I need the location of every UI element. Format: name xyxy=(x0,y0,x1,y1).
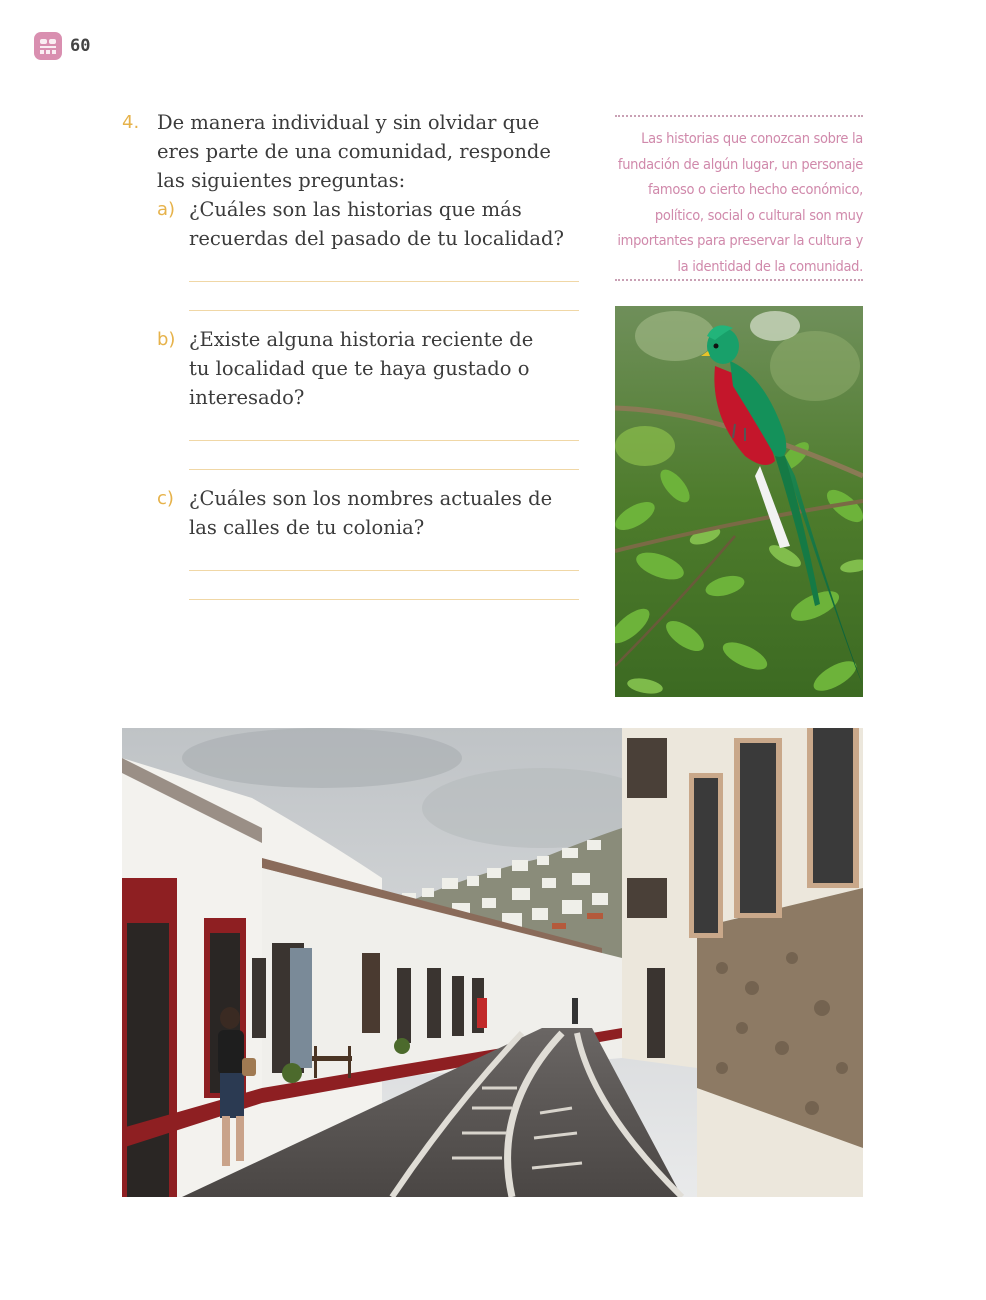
prompt-line: eres parte de una comunidad, responde xyxy=(157,140,551,163)
answer-area-a[interactable] xyxy=(189,253,579,311)
question-letter: a) xyxy=(157,199,176,220)
question-line: las calles de tu colonia? xyxy=(189,516,425,539)
sidenote-line: importantes para preservar la cultura y xyxy=(617,233,863,249)
question-line: recuerdas del pasado de tu localidad? xyxy=(189,227,564,250)
page-number: 60 xyxy=(70,36,91,56)
sidenote xyxy=(615,115,863,281)
answer-line[interactable] xyxy=(189,542,579,571)
question-line: tu localidad que te haya gustado o xyxy=(189,357,530,380)
answer-line[interactable] xyxy=(189,441,579,470)
question-line: ¿Cuáles son las historias que más xyxy=(189,198,522,221)
question-line: interesado? xyxy=(189,386,305,409)
question-a xyxy=(157,195,592,311)
question-b xyxy=(157,325,592,470)
book-logo-icon xyxy=(34,32,62,60)
answer-area-c[interactable] xyxy=(189,542,579,600)
answer-area-b[interactable] xyxy=(189,412,579,470)
activity-block xyxy=(122,108,592,600)
question-line: ¿Existe alguna historia reciente de xyxy=(189,328,534,351)
sidenote-line: fundación de algún lugar, un personaje xyxy=(617,156,863,173)
street-photo xyxy=(122,728,863,1197)
activity-prompt xyxy=(157,108,577,195)
activity-number: 4. xyxy=(122,112,140,133)
question-text xyxy=(189,484,579,542)
question-letter: b) xyxy=(157,329,176,350)
page-header xyxy=(34,32,90,60)
prompt-line: las siguientes preguntas: xyxy=(157,169,406,192)
question-letter: c) xyxy=(157,488,174,509)
answer-line[interactable] xyxy=(189,282,579,311)
question-line: ¿Cuáles son los nombres actuales de xyxy=(189,487,553,510)
sidenote-line: político, social o cultural son muy xyxy=(654,207,863,224)
question-text xyxy=(189,195,579,253)
question-text xyxy=(189,325,579,412)
answer-line[interactable] xyxy=(189,571,579,600)
sidenote-line: la identidad de la comunidad. xyxy=(677,258,863,275)
prompt-line: De manera individual y sin olvidar que xyxy=(157,111,540,134)
answer-line[interactable] xyxy=(189,253,579,282)
quetzal-photo xyxy=(615,306,863,697)
question-c xyxy=(157,484,592,600)
sidenote-line: Las historias que conozcan sobre la xyxy=(641,131,863,147)
sidenote-line: famoso o cierto hecho económico, xyxy=(647,182,863,198)
answer-line[interactable] xyxy=(189,412,579,441)
